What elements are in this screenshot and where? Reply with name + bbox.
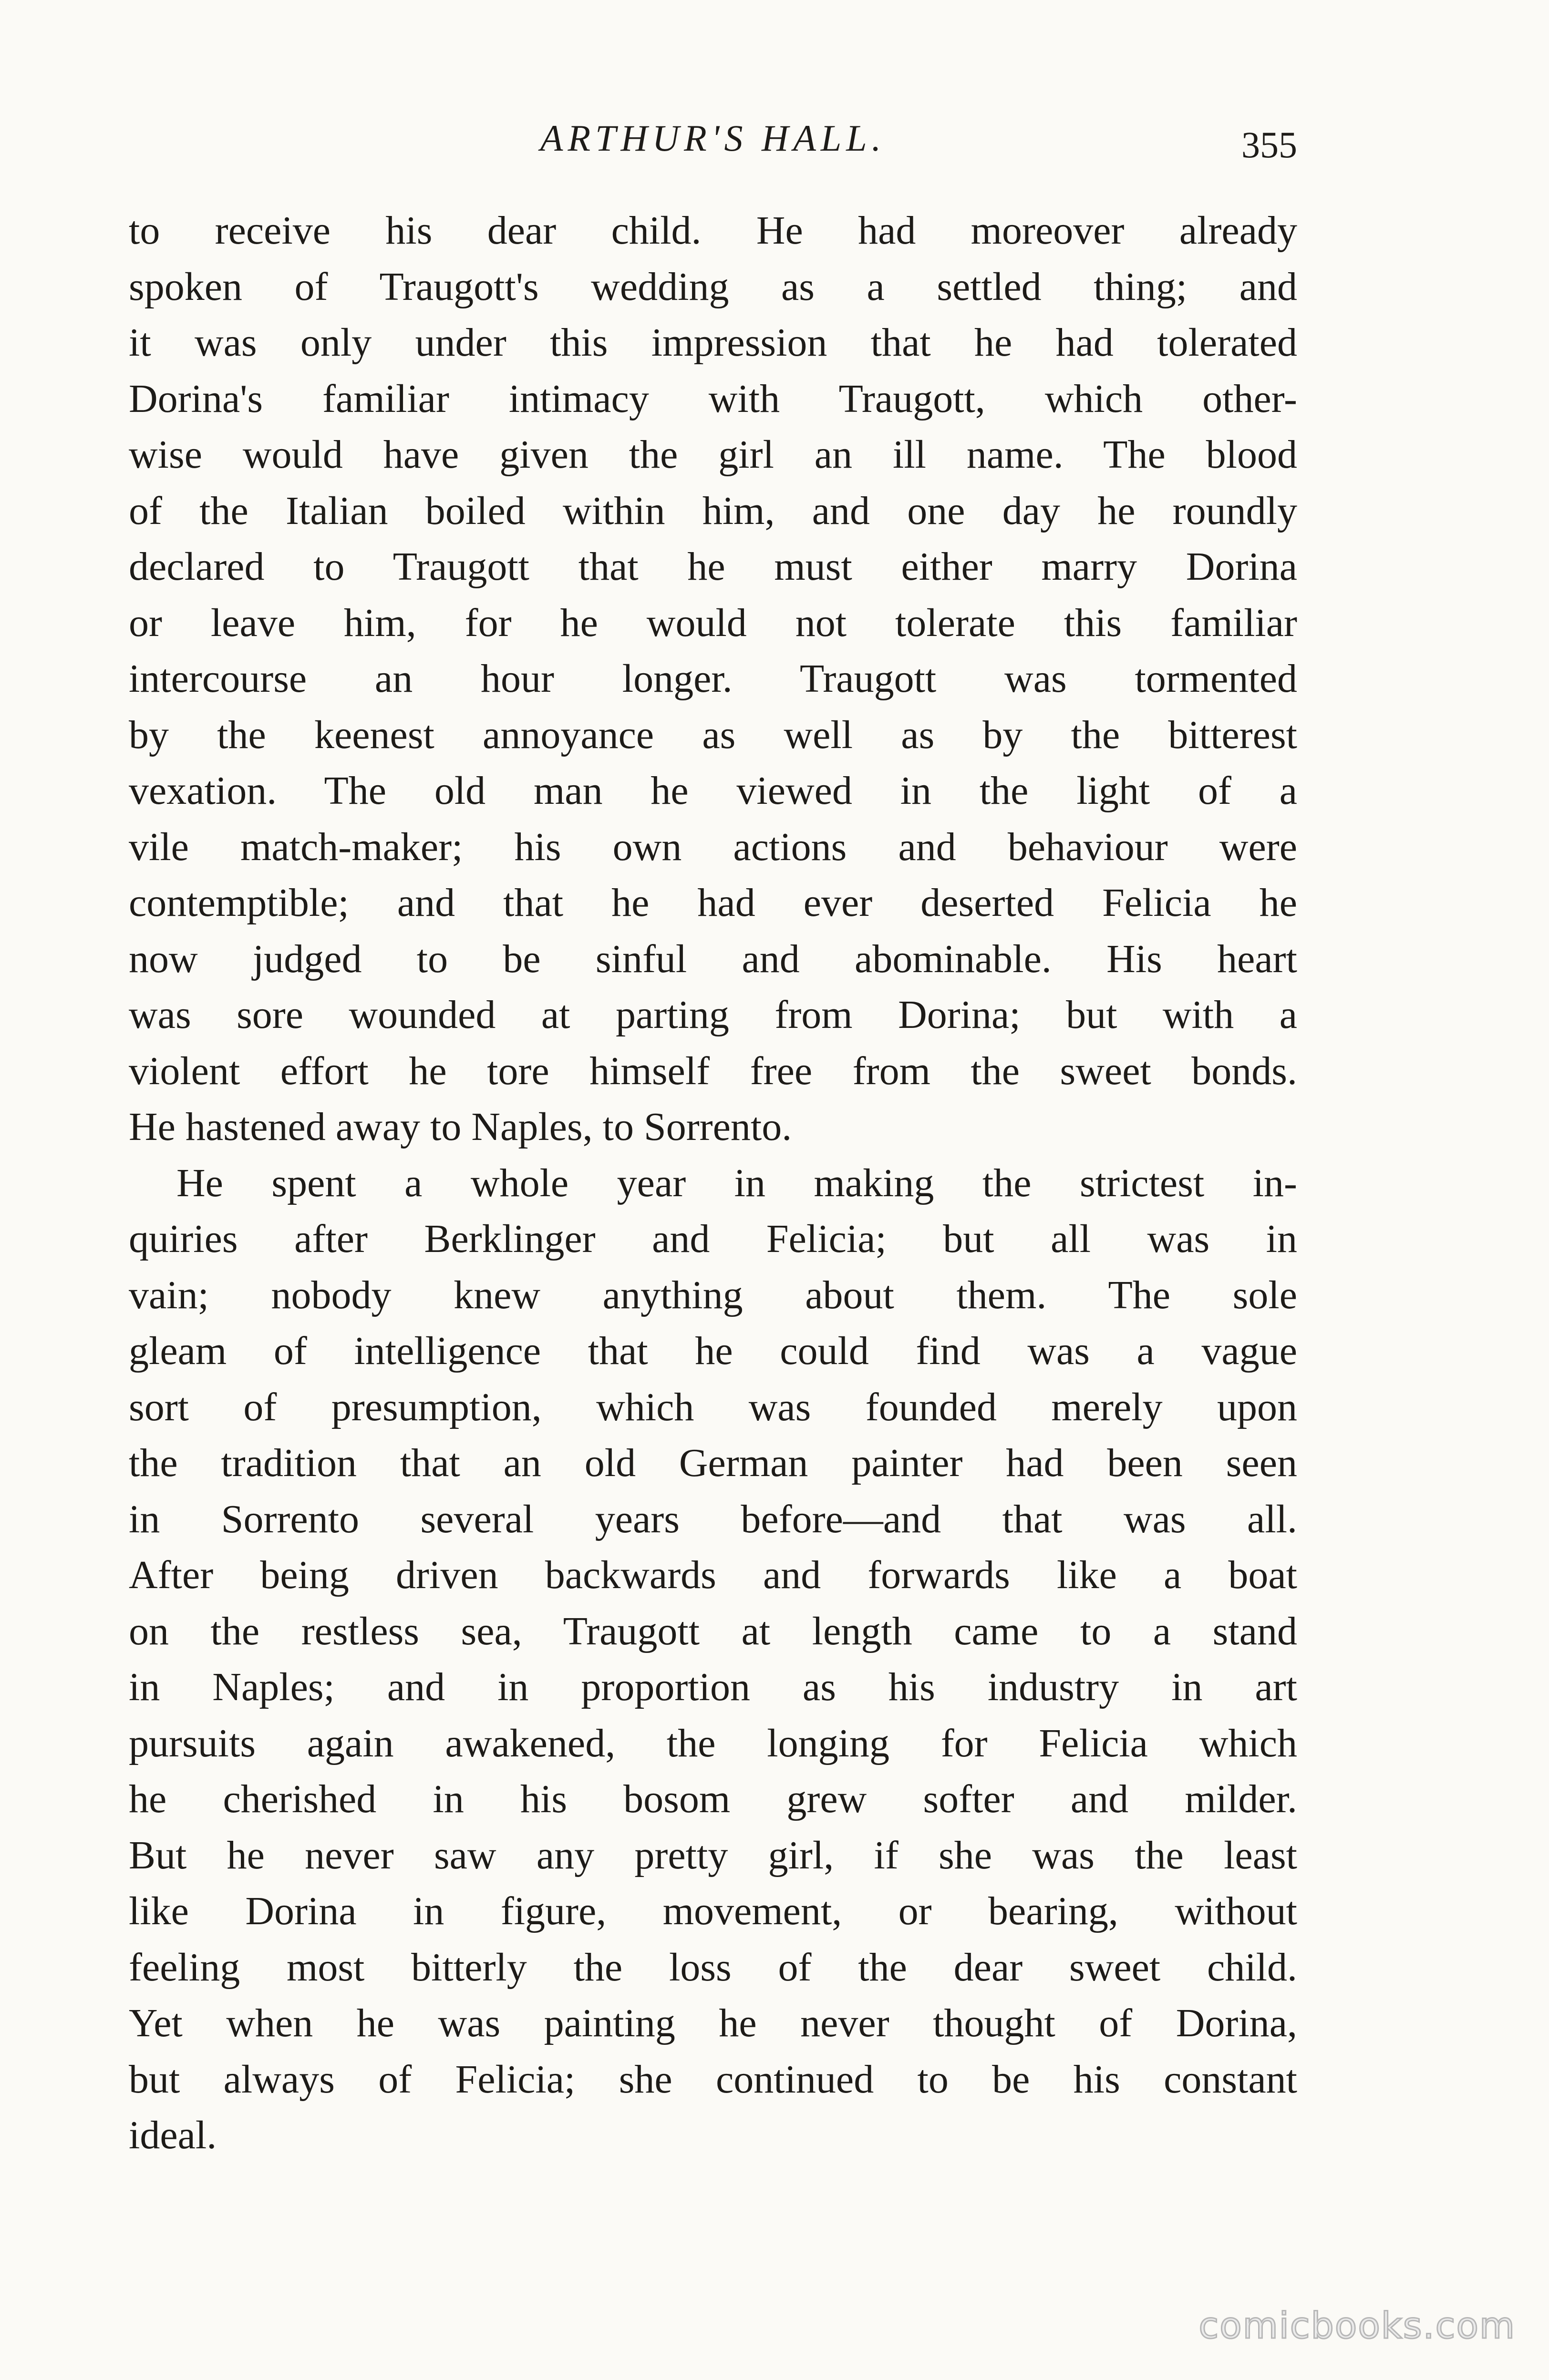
text-line: on the restless sea, Traugott at length came to a stand [129, 1609, 1297, 1653]
text-line: but always of Felicia; she continued to be his constant [129, 2057, 1297, 2102]
paragraph-2 [129, 1155, 1297, 2164]
text-line: He hastened away to Naples, to Sorrento. [129, 1105, 792, 1149]
text-line: sort of presumption, which was founded merely upon [129, 1385, 1297, 1429]
text-line: contemptible; and that he had ever deserted Felicia he [129, 881, 1297, 925]
text-line: But he never saw any pretty girl, if she was the least [129, 1833, 1297, 1877]
text-line: vain; nobody knew anything about them. The sole [129, 1272, 1297, 1317]
text-line: of the Italian boiled within him, and one day he roundly [129, 488, 1297, 533]
text-line: vile match-maker; his own actions and behaviour were [129, 824, 1297, 869]
running-title: ARTHUR'S HALL. [540, 117, 886, 159]
text-line: ideal. [129, 2113, 217, 2157]
text-line: the tradition that an old German painter had been seen [129, 1441, 1297, 1485]
text-line: violent effort he tore himself free from the sweet bonds. [129, 1048, 1297, 1093]
text-line: declared to Traugott that he must either marry Dorina [129, 544, 1297, 589]
text-line: spoken of Traugott's wedding as a settled thing; and [129, 264, 1297, 309]
paragraph-1 [129, 203, 1297, 1155]
text-line: quiries after Berklinger and Felicia; but all was in [129, 1217, 1297, 1261]
text-line: was sore wounded at parting from Dorina; but with a [129, 993, 1297, 1037]
text-line: to receive his dear child. He had moreover already [129, 208, 1297, 253]
watermark-logo: comicbooks.com [1198, 2304, 1516, 2347]
text-line: it was only under this impression that he had tolerated [129, 320, 1297, 365]
text-line: Dorina's familiar intimacy with Traugott, which other- [129, 376, 1297, 421]
text-line: by the keenest annoyance as well as by the bitterest [129, 712, 1297, 757]
text-line: or leave him, for he would not tolerate this familiar [129, 600, 1297, 645]
text-line: intercourse an hour longer. Traugott was tormented [129, 657, 1297, 701]
text-line: in Naples; and in proportion as his industry in art [129, 1665, 1297, 1709]
text-line: He spent a whole year in making the strictest in- [176, 1160, 1297, 1205]
text-line: gleam of intelligence that he could find was a vague [129, 1329, 1297, 1373]
text-line: vexation. The old man he viewed in the light of a [129, 769, 1297, 813]
text-line: now judged to be sinful and abominable. His heart [129, 936, 1297, 981]
text-line: After being driven backwards and forwards like a boat [129, 1553, 1297, 1597]
text-line: like Dorina in figure, movement, or bearing, without [129, 1889, 1297, 1933]
text-line: he cherished in his bosom grew softer and milder. [129, 1777, 1297, 1821]
running-head [129, 112, 1297, 164]
body-text [129, 203, 1297, 2164]
text-line: pursuits again awakened, the longing for Felicia which [129, 1721, 1297, 1765]
page-number: 355 [1241, 124, 1297, 165]
text-line: in Sorrento several years before—and that was all. [129, 1497, 1297, 1541]
text-line: wise would have given the girl an ill name. The blood [129, 432, 1297, 477]
text-line: Yet when he was painting he never thought of Dorina, [129, 2001, 1297, 2045]
text-line: feeling most bitterly the loss of the dear sweet child. [129, 1945, 1297, 1990]
